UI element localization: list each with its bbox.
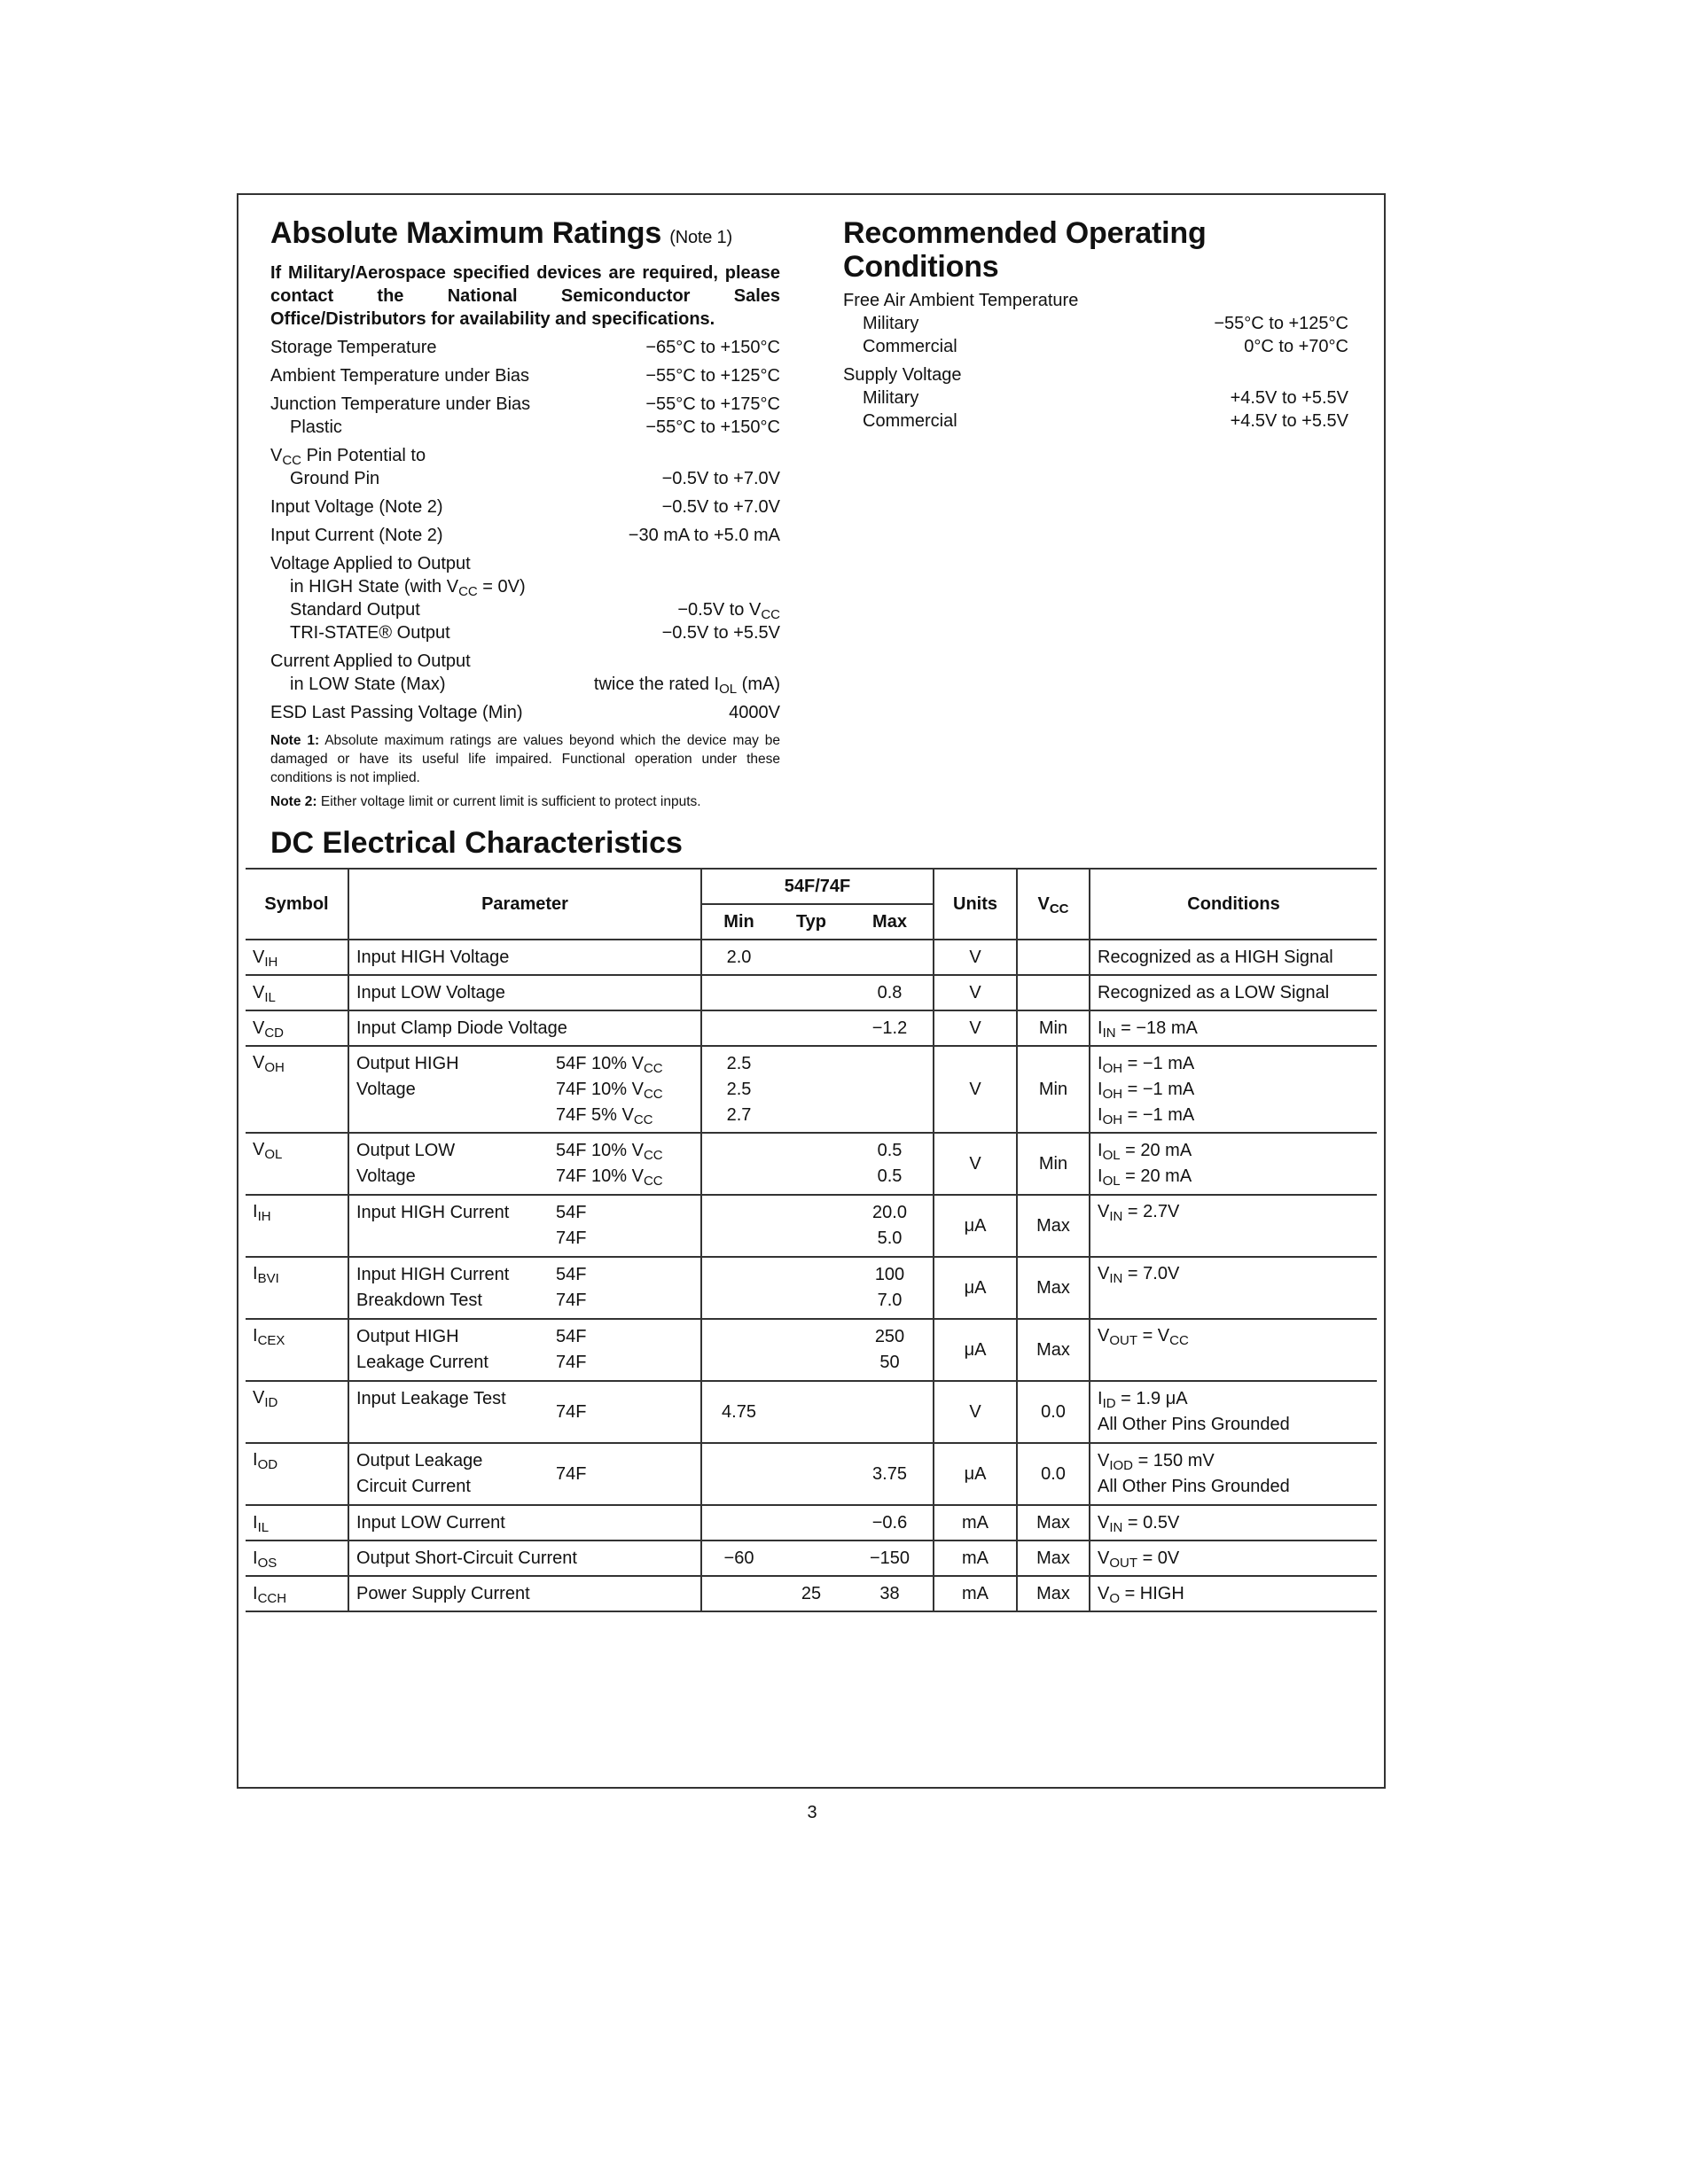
units: V bbox=[934, 1381, 1017, 1443]
conditions: $V_O$ = HIGH bbox=[1090, 1576, 1377, 1611]
vcc-value: Max bbox=[1017, 1505, 1090, 1540]
header-parameter: Parameter bbox=[348, 869, 701, 940]
absolute-maximum-ratings bbox=[270, 216, 780, 811]
units: mA bbox=[934, 1576, 1017, 1611]
symbol-ibvi: $I_{BVI}$ bbox=[246, 1257, 348, 1319]
parameter: Input LOW Voltage bbox=[348, 975, 701, 1010]
min-value: 2.5 2.5 2.7 bbox=[701, 1046, 776, 1133]
conditions: Recognized as a HIGH Signal bbox=[1090, 940, 1377, 975]
parameter: Input HIGH Voltage bbox=[348, 940, 701, 975]
tristate-output: TRI-STATE® Output −0.5V to +5.5V bbox=[290, 623, 780, 643]
max-value: −0.6 bbox=[847, 1505, 934, 1540]
table-row bbox=[246, 1381, 1377, 1443]
parameter: Output LOW Voltage 54F 10% $V_{CC}$ 74F 10% $V_{CC}$ bbox=[348, 1133, 701, 1195]
amr-title: Absolute Maximum Ratings (Note 1) bbox=[270, 216, 732, 250]
parameter: Output Short-Circuit Current bbox=[348, 1540, 701, 1576]
conditions: $V_{IN} = 2.7V$ bbox=[1090, 1195, 1377, 1257]
table-row bbox=[246, 1257, 1377, 1319]
vcc-value: Max bbox=[1017, 1195, 1090, 1257]
conditions: $V_{IOD} = 150$ mV All Other Pins Grounded bbox=[1090, 1443, 1377, 1505]
standard-output: Standard Output −0.5V to $V_{CC}$ bbox=[290, 600, 780, 622]
conditions: Recognized as a LOW Signal bbox=[1090, 975, 1377, 1010]
recommended-operating-conditions bbox=[843, 216, 1348, 433]
conditions: $I_{OL} = 20$ mA $I_{OL} = 20$ mA bbox=[1090, 1133, 1377, 1195]
parameter: Power Supply Current bbox=[348, 1576, 701, 1611]
units: V bbox=[934, 1010, 1017, 1046]
units: μA bbox=[934, 1443, 1017, 1505]
voltage-applied-output: Voltage Applied to Output bbox=[270, 554, 471, 573]
units: V bbox=[934, 1046, 1017, 1133]
max-value: 20.0 5.0 bbox=[847, 1195, 934, 1257]
military-voltage: Military +4.5V to +5.5V bbox=[863, 388, 1348, 408]
table-row bbox=[246, 1505, 1377, 1540]
parameter: Output Leakage Circuit Current 74F bbox=[348, 1443, 701, 1505]
vcc-value: Max bbox=[1017, 1576, 1090, 1611]
conditions: $V_{IN} = 7.0V$ bbox=[1090, 1257, 1377, 1319]
min-value: −60 bbox=[701, 1540, 776, 1576]
table-row bbox=[246, 1046, 1377, 1133]
symbol-vid: $V_{ID}$ bbox=[246, 1381, 348, 1443]
symbol-vil: $V_{IL}$ bbox=[246, 975, 348, 1010]
header-vcc: $V_{CC}$ bbox=[1017, 869, 1090, 940]
units: V bbox=[934, 940, 1017, 975]
parameter: Input HIGH Current 54F 74F bbox=[348, 1195, 701, 1257]
units: μA bbox=[934, 1195, 1017, 1257]
parameter: Input HIGH Current Breakdown Test 54F 74F bbox=[348, 1257, 701, 1319]
symbol-vih: $V_{IH}$ bbox=[246, 940, 348, 975]
units: μA bbox=[934, 1319, 1017, 1381]
parameter: Output HIGH Voltage 54F 10% $V_{CC}$ 74F 10% $V_{CC}$ 74F 5% $V_{CC}$ bbox=[348, 1046, 701, 1133]
table-row bbox=[246, 975, 1377, 1010]
parameter: Output HIGH Leakage Current 54F 74F bbox=[348, 1319, 701, 1381]
max-value: 100 7.0 bbox=[847, 1257, 934, 1319]
table-row bbox=[246, 1576, 1377, 1611]
plastic-temperature: Plastic −55°C to +150°C bbox=[290, 417, 780, 437]
vcc-value: 0.0 bbox=[1017, 1443, 1090, 1505]
vcc-value: Max bbox=[1017, 1257, 1090, 1319]
header-min: Min bbox=[701, 904, 776, 940]
page-number: 3 bbox=[807, 1803, 817, 1822]
header-typ: Typ bbox=[776, 904, 847, 940]
table-row bbox=[246, 1443, 1377, 1505]
esd-voltage: ESD Last Passing Voltage (Min) 4000V bbox=[270, 703, 780, 722]
ambient-temperature-bias: Ambient Temperature under Bias −55°C to +125°C bbox=[270, 366, 780, 386]
junction-temperature-bias: Junction Temperature under Bias −55°C to +175°C bbox=[270, 394, 780, 414]
symbol-icch: $I_{CCH}$ bbox=[246, 1576, 348, 1611]
amr-warning: If Military/Aerospace specified devices are required, please contact the National Semiconductor Sales Office/Distributors for availability and specifications. bbox=[270, 263, 780, 329]
max-value: 3.75 bbox=[847, 1443, 934, 1505]
supply-voltage: Supply Voltage bbox=[843, 365, 962, 385]
parameter: Input Clamp Diode Voltage bbox=[348, 1010, 701, 1046]
vcc-value: 0.0 bbox=[1017, 1381, 1090, 1443]
note-1: Note 1: Absolute maximum ratings are values beyond which the device may be damaged or have its useful life impaired. Functional operation under these conditions is not implied. bbox=[270, 733, 780, 785]
max-value: −1.2 bbox=[847, 1010, 934, 1046]
commercial-voltage: Commercial +4.5V to +5.5V bbox=[863, 411, 1348, 431]
conditions: $V_{OUT} = V_{CC}$ bbox=[1090, 1319, 1377, 1381]
units: mA bbox=[934, 1540, 1017, 1576]
min-value: 2.0 bbox=[701, 940, 776, 975]
ground-pin: Ground Pin −0.5V to +7.0V bbox=[290, 469, 780, 488]
header-family: 54F/74F bbox=[701, 869, 934, 904]
high-state: in HIGH State (with $V_{CC} = 0V$) bbox=[290, 577, 526, 599]
low-state: in LOW State (Max) twice the rated $I_{OL}$ (mA) bbox=[290, 675, 780, 697]
roc-title: Recommended Operating Conditions bbox=[843, 216, 1207, 284]
conditions: $I_{OH} = -1$ mA $I_{OH} = -1$ mA $I_{OH} = -1$ mA bbox=[1090, 1046, 1377, 1133]
military-temperature: Military −55°C to +125°C bbox=[863, 314, 1348, 333]
units: V bbox=[934, 975, 1017, 1010]
typ-value: 25 bbox=[776, 1576, 847, 1611]
header-conditions: Conditions bbox=[1090, 869, 1377, 940]
table-row bbox=[246, 1010, 1377, 1046]
header-row bbox=[246, 869, 1377, 904]
conditions: $I_{IN} = -18$ mA bbox=[1090, 1010, 1377, 1046]
header-units: Units bbox=[934, 869, 1017, 940]
symbol-voh: $V_{OH}$ bbox=[246, 1046, 348, 1133]
conditions: $V_{IN} = 0.5V$ bbox=[1090, 1505, 1377, 1540]
vcc-value: Max bbox=[1017, 1540, 1090, 1576]
symbol-ios: $I_{OS}$ bbox=[246, 1540, 348, 1576]
parameter: Input LOW Current bbox=[348, 1505, 701, 1540]
table-row bbox=[246, 940, 1377, 975]
input-voltage: Input Voltage (Note 2) −0.5V to +7.0V bbox=[270, 497, 780, 517]
symbol-iil: $I_{IL}$ bbox=[246, 1505, 348, 1540]
max-value: 0.5 0.5 bbox=[847, 1133, 934, 1195]
header-symbol: Symbol bbox=[246, 869, 348, 940]
max-value: 0.8 bbox=[847, 975, 934, 1010]
vcc-value: Max bbox=[1017, 1319, 1090, 1381]
commercial-temperature: Commercial 0°C to +70°C bbox=[863, 337, 1348, 356]
conditions: $I_{ID} = 1.9$ μA All Other Pins Grounded bbox=[1090, 1381, 1377, 1443]
symbol-iih: $I_{IH}$ bbox=[246, 1195, 348, 1257]
vcc-value: Min bbox=[1017, 1046, 1090, 1133]
input-current: Input Current (Note 2) −30 mA to +5.0 mA bbox=[270, 526, 780, 545]
parameter: Input Leakage Test 74F bbox=[348, 1381, 701, 1443]
vcc-value: Min bbox=[1017, 1133, 1090, 1195]
table-row bbox=[246, 1319, 1377, 1381]
note-2: Note 2: Either voltage limit or current limit is sufficient to protect inputs. bbox=[270, 794, 701, 809]
storage-temperature: Storage Temperature −65°C to +150°C bbox=[270, 338, 780, 357]
min-value: 4.75 bbox=[701, 1381, 776, 1443]
current-applied-output: Current Applied to Output bbox=[270, 651, 471, 671]
vcc-pin-potential: $V_{CC}$ Pin Potential to bbox=[270, 446, 426, 468]
vcc-value: Min bbox=[1017, 1010, 1090, 1046]
symbol-vol: $V_{OL}$ bbox=[246, 1133, 348, 1195]
table-row bbox=[246, 1195, 1377, 1257]
symbol-vcd: $V_{CD}$ bbox=[246, 1010, 348, 1046]
dc-characteristics-title: DC Electrical Characteristics bbox=[270, 826, 683, 860]
units: mA bbox=[934, 1505, 1017, 1540]
units: V bbox=[934, 1133, 1017, 1195]
symbol-icex: $I_{CEX}$ bbox=[246, 1319, 348, 1381]
table-row bbox=[246, 1133, 1377, 1195]
max-value: 250 50 bbox=[847, 1319, 934, 1381]
dc-characteristics-table bbox=[246, 868, 1377, 1612]
conditions: $V_{OUT} = 0V$ bbox=[1090, 1540, 1377, 1576]
max-value: 38 bbox=[847, 1576, 934, 1611]
free-air-temperature: Free Air Ambient Temperature bbox=[843, 291, 1079, 310]
symbol-iod: $I_{OD}$ bbox=[246, 1443, 348, 1505]
table-row bbox=[246, 1540, 1377, 1576]
max-value: −150 bbox=[847, 1540, 934, 1576]
header-max: Max bbox=[847, 904, 934, 940]
units: μA bbox=[934, 1257, 1017, 1319]
